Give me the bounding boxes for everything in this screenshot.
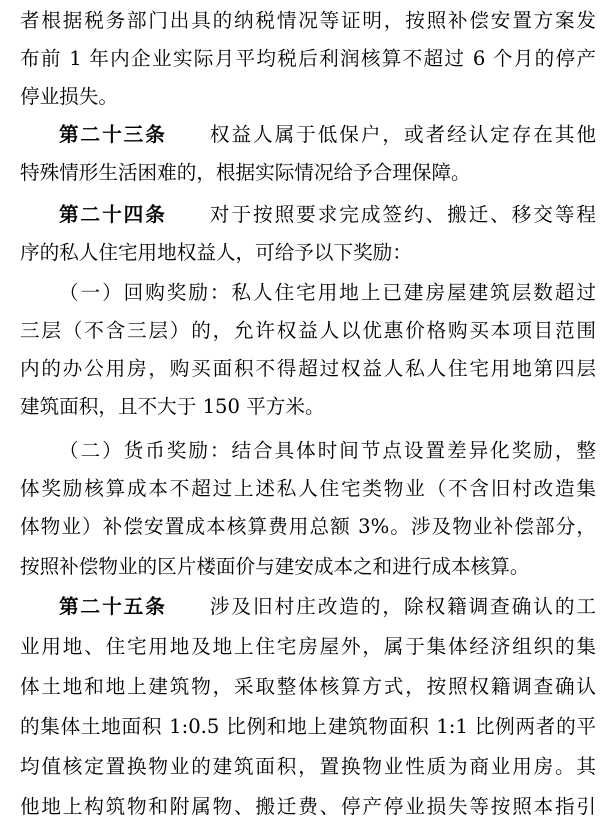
text-line: 体物业）补偿安置成本核算费用总额 3%。涉及物业补偿部分， (20, 515, 596, 538)
article-text: 涉及旧村庄改造的，除权籍调查确认的工 (209, 595, 596, 618)
article-heading-24: 第二十四条 (59, 203, 167, 226)
text-line: 特殊情形生活困难的，根据实际情况给予合理保障。 (20, 161, 471, 184)
text-line: 建筑面积，且不大于 150 平方米。 (20, 395, 325, 418)
text-line: 他地上构筑物和附属物、搬迁费、停产停业损失等按照本指引 (20, 795, 596, 818)
text-line: 体奖励核算成本不超过上述私人住宅类物业（不含旧村改造集 (20, 477, 596, 500)
text-line: （二）货币奖励：结合具体时间节点设置差异化奖励，整 (59, 439, 596, 462)
article-text: 对于按照要求完成签约、搬迁、移交等程 (209, 203, 596, 226)
article-23-line (59, 118, 596, 152)
text-line: 均值核定置换物业的建筑面积，置换物业性质为商业用房。其 (20, 755, 596, 778)
text-line: 按照补偿物业的区片楼面价与建安成本之和进行成本核算。 (20, 555, 530, 578)
article-heading-25: 第二十五条 (59, 595, 167, 618)
text-line: 三层（不含三层）的，允许权益人以优惠价格购买本项目范围 (20, 319, 596, 342)
text-line: 的集体土地面积 1:0.5 比例和地上建筑物面积 1:1 比例两者的平 (20, 715, 596, 738)
article-25-line (59, 590, 596, 624)
article-text: 权益人属于低保户，或者经认定存在其他 (209, 123, 596, 146)
text-line: 业用地、住宅用地及地上住宅房屋外，属于集体经济组织的集 (20, 635, 596, 658)
text-line: 序的私人住宅用地权益人，可给予以下奖励： (20, 241, 412, 264)
article-24-line (59, 198, 596, 232)
text-line: 停业损失。 (20, 85, 118, 108)
text-line: 者根据税务部门出具的纳税情况等证明，按照补偿安置方案发 (20, 9, 596, 32)
text-line: （一）回购奖励：私人住宅用地上已建房屋建筑层数超过 (59, 281, 596, 304)
text-line: 布前 1 年内企业实际月平均税后利润核算不超过 6 个月的停产 (20, 47, 596, 70)
text-line: 体土地和地上建筑物，采取整体核算方式，按照权籍调查确认 (20, 675, 596, 698)
text-line: 内的办公用房，购买面积不得超过权益人私人住宅用地第四层 (20, 357, 596, 380)
article-heading-23: 第二十三条 (59, 123, 167, 146)
